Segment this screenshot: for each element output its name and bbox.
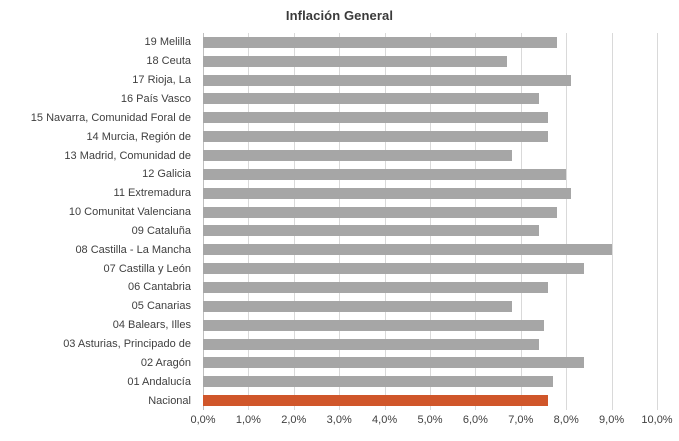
y-axis-tick-label: 19 Melilla — [144, 36, 191, 49]
y-axis-tick-label: 04 Balears, Illes — [112, 319, 191, 332]
x-axis-tick-label: 5,0% — [417, 414, 443, 426]
x-axis-tick-label: 0,0% — [190, 414, 216, 426]
bar — [203, 93, 539, 104]
y-axis-tick-label: 05 Canarias — [131, 300, 191, 313]
bar — [203, 56, 507, 67]
y-axis-tick-label: 11 Extremadura — [113, 187, 191, 200]
bar-series — [203, 33, 657, 410]
y-axis-tick-label: 12 Galicia — [142, 168, 191, 181]
x-axis-tick-label: 7,0% — [508, 414, 534, 426]
y-axis-tick-label: 17 Rioja, La — [132, 74, 191, 87]
x-axis-tick-label: 6,0% — [462, 414, 488, 426]
y-axis-tick-label: 18 Ceuta — [146, 55, 191, 68]
bar — [203, 112, 548, 123]
x-axis-tick-label: 8,0% — [553, 414, 579, 426]
bar — [203, 339, 539, 350]
bar — [203, 320, 544, 331]
bar — [203, 169, 566, 180]
bar — [203, 376, 553, 387]
y-axis-tick-label: Nacional — [148, 394, 191, 407]
y-axis-tick-label: 06 Cantabria — [128, 281, 191, 294]
y-axis-tick-label: 01 Andalucía — [127, 375, 191, 388]
x-axis-tick-label: 1,0% — [235, 414, 261, 426]
y-axis-tick-label: 13 Madrid, Comunidad de — [64, 149, 191, 162]
bar — [203, 301, 512, 312]
bar — [203, 263, 584, 274]
bar — [203, 357, 584, 368]
y-axis-tick-label: 10 Comunitat Valenciana — [68, 206, 191, 219]
y-axis-tick-label: 07 Castilla y León — [103, 262, 191, 275]
chart-title: Inflación General — [285, 8, 394, 23]
bar — [203, 131, 548, 142]
y-axis-tick-label: 03 Asturias, Principado de — [63, 338, 191, 351]
x-axis-tick-label: 3,0% — [326, 414, 352, 426]
y-axis-tick-label: 15 Navarra, Comunidad Foral de — [30, 111, 191, 124]
bar — [203, 207, 557, 218]
y-axis-tick-label: 14 Murcia, Región de — [86, 130, 191, 143]
bar — [203, 188, 571, 199]
y-axis-tick-label: 16 País Vasco — [120, 92, 191, 105]
bar — [203, 244, 612, 255]
x-axis-tick-label: 2,0% — [281, 414, 307, 426]
x-axis-tick-label: 10,0% — [641, 414, 673, 426]
gridline — [657, 33, 658, 410]
x-axis-tick-label: 9,0% — [599, 414, 625, 426]
x-axis-tick-label: 4,0% — [372, 414, 398, 426]
y-axis-tick-label: 02 Aragón — [140, 356, 191, 369]
bar — [203, 150, 512, 161]
y-axis-tick-label: 09 Cataluña — [131, 224, 191, 237]
bar — [203, 225, 539, 236]
y-axis-tick-label: 08 Castilla - La Mancha — [75, 243, 191, 256]
y-axis-labels — [0, 33, 197, 410]
bar — [203, 282, 548, 293]
bar — [203, 37, 557, 48]
plot-area — [203, 33, 657, 410]
bar — [203, 75, 571, 86]
x-axis-labels — [190, 414, 673, 434]
bar — [203, 395, 548, 406]
